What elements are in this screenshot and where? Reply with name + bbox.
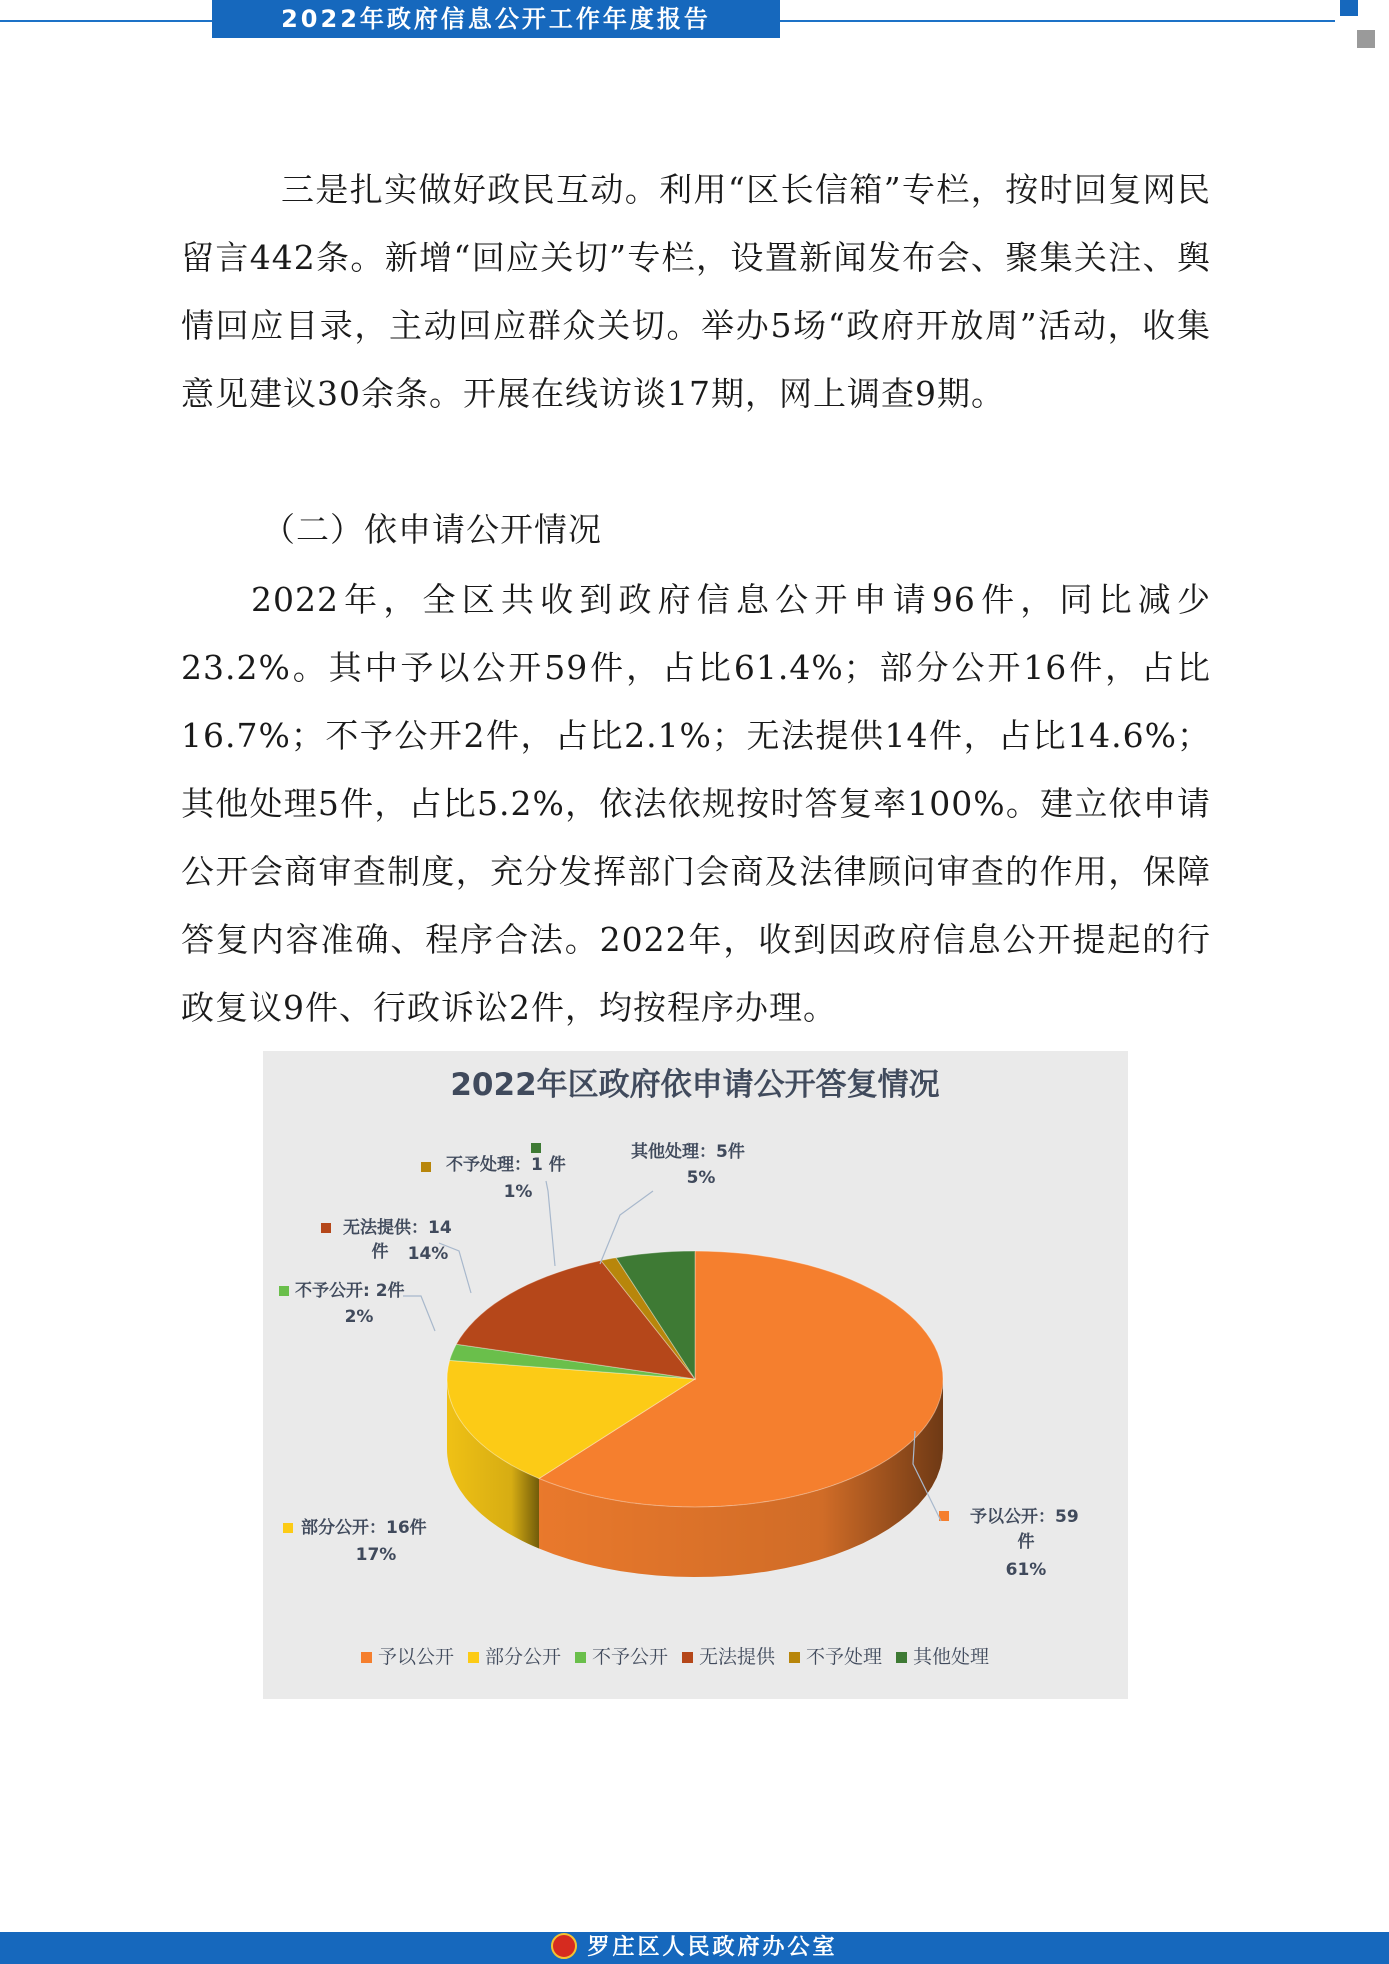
data-label-text: 部分公开：16件 — [301, 1518, 427, 1538]
data-label-marker — [531, 1143, 541, 1153]
pie-layer — [447, 1251, 943, 1577]
data-label-percent: 17% — [355, 1545, 397, 1565]
data-label-percent: 14% — [407, 1244, 449, 1264]
data-label-marker — [279, 1286, 289, 1296]
legend-item-其他处理 — [896, 1646, 989, 1668]
report-header-title: 2022年政府信息公开工作年度报告 — [212, 0, 780, 38]
legend-swatch — [361, 1652, 372, 1663]
legend-label: 无法提供 — [699, 1646, 776, 1668]
legend — [361, 1646, 989, 1668]
header-decor-square-blue — [1340, 0, 1358, 16]
legend-swatch — [468, 1652, 479, 1663]
leader-line — [600, 1191, 653, 1264]
legend-item-无法提供 — [682, 1646, 776, 1668]
data-label-marker — [283, 1523, 293, 1533]
paragraph-application-stats: 2022年，全区共收到政府信息公开申请96件，同比减少23.2%。其中予以公开59件，占比61.4%；部分公开16件，占比16.7%；不予公开2件，占比2.1%；无法提供14件，占比14.6%；其他处理5件，占比5.2%，依法依规按时答复率100%。建立依申请公开会商审查制度，充分发挥部门会商及法律顾问审查的作用，保障答复内容准确、程序合法。2022年，收到因政府信息公开提起的行政复议9件、行政诉讼2件，均按程序办理。 — [181, 580, 1211, 1027]
legend-label: 予以公开 — [378, 1646, 455, 1668]
paragraph-interaction: 三是扎实做好政民互动。利用“区长信箱”专栏，按时回复网民留言442条。新增“回应关切”专栏，设置新闻发布会、聚集关注、舆情回应目录，主动回应群众关切。举办5场“政府开放周”活动，收集意见建议30余条。开展在线访谈17期，网上调查9期。 — [181, 170, 1211, 413]
data-label-marker — [421, 1162, 431, 1172]
data-label-percent: 1% — [503, 1182, 533, 1202]
data-label-部分公开 — [283, 1517, 427, 1565]
leader-line — [403, 1296, 435, 1331]
pie-chart-svg — [263, 1051, 1128, 1699]
legend-item-不予处理 — [789, 1646, 882, 1668]
data-label-marker — [321, 1223, 331, 1233]
data-label-text: 件 — [371, 1242, 389, 1262]
section-heading: （二）依申请公开情况 — [262, 510, 602, 549]
data-label-text: 不予处理：1 件 — [446, 1155, 566, 1175]
footer-org-name: 罗庄区人民政府办公室 — [587, 1935, 838, 1960]
legend-label: 其他处理 — [913, 1646, 990, 1668]
data-label-percent: 61% — [1005, 1560, 1047, 1580]
legend-label: 不予公开 — [592, 1646, 669, 1668]
leader-line — [546, 1181, 555, 1266]
legend-swatch — [575, 1652, 586, 1663]
legend-swatch — [896, 1652, 907, 1663]
legend-swatch — [682, 1652, 693, 1663]
legend-swatch — [789, 1652, 800, 1663]
legend-item-部分公开 — [468, 1646, 561, 1668]
header-decor-square-gray — [1357, 30, 1375, 48]
legend-item-予以公开 — [361, 1646, 454, 1668]
footer-bar — [0, 1932, 1389, 1964]
pie-top-faces — [447, 1251, 943, 1507]
pie-chart — [263, 1051, 1128, 1699]
national-emblem-icon — [551, 1933, 577, 1959]
data-label-text: 其他处理：5件 — [631, 1142, 745, 1162]
legend-item-不予公开 — [575, 1646, 668, 1668]
data-label-percent: 2% — [344, 1307, 374, 1327]
data-label-percent: 5% — [686, 1168, 716, 1188]
data-label-text: 无法提供：14 — [343, 1218, 452, 1238]
data-label-text: 件 — [1017, 1532, 1035, 1552]
data-label-text: 予以公开：59 — [970, 1507, 1079, 1527]
legend-label: 部分公开 — [485, 1646, 562, 1668]
data-label-不予公开 — [279, 1280, 435, 1331]
chart-title: 2022年区政府依申请公开答复情况 — [450, 1067, 940, 1103]
legend-label: 不予处理 — [806, 1646, 883, 1668]
data-label-text: 不予公开: 2件 — [295, 1281, 405, 1301]
